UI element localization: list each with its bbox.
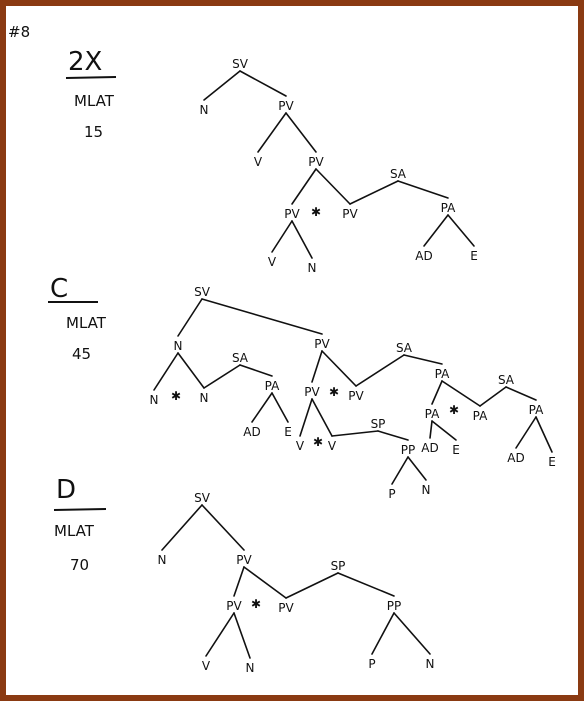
tree-edge <box>378 431 408 440</box>
tree-edge <box>202 505 244 550</box>
tree-node: PA <box>528 403 544 417</box>
score-2x: 15 <box>84 123 104 141</box>
tree-edge <box>424 215 448 246</box>
underline-2x <box>66 77 116 78</box>
tree-node: N <box>173 339 183 353</box>
tree-edge <box>258 113 286 152</box>
tree-node: PA <box>440 201 456 215</box>
tree-node: N <box>199 103 209 117</box>
tree-node: PV <box>284 207 300 221</box>
tree-node: PV <box>304 385 320 399</box>
tree-edge <box>338 573 394 596</box>
tree-node: SA <box>497 373 515 387</box>
tree-edge <box>480 387 506 406</box>
section-label-d: D <box>56 475 77 505</box>
tree-node: SV <box>232 57 248 71</box>
tree-node: PV <box>348 389 364 403</box>
asterisk-node: ✱ <box>312 435 324 449</box>
tree-node: AD <box>243 425 261 439</box>
tree-node: PA <box>434 367 450 381</box>
tree-node: SA <box>395 341 413 355</box>
tree-edge <box>350 181 398 204</box>
tree-edge <box>516 417 536 448</box>
tree-2x <box>200 57 478 275</box>
tree-edge <box>408 457 426 480</box>
tree-node: PV <box>278 99 294 113</box>
tree-node: SP <box>370 417 386 431</box>
asterisk-node: ✱ <box>250 597 262 611</box>
measure-d: MLAT <box>54 522 94 540</box>
tree-c <box>150 285 556 501</box>
section-label-2x: 2X <box>68 47 103 77</box>
tree-node: SA <box>389 167 407 181</box>
tree-edge <box>178 353 204 388</box>
tree-node: E <box>470 249 478 263</box>
tree-node: SV <box>194 491 210 505</box>
tree-edge <box>202 299 322 334</box>
tree-node: N <box>157 553 167 567</box>
tree-node: PP <box>386 599 402 613</box>
tree-edge <box>316 169 350 204</box>
tree-node: N <box>421 483 431 497</box>
asterisk-node: ✱ <box>328 385 340 399</box>
tree-edge <box>240 71 286 96</box>
section-2x-labels <box>66 47 116 141</box>
tree-node: PA <box>424 407 440 421</box>
asterisk-node: ✱ <box>448 403 460 417</box>
tree-node: N <box>149 393 159 407</box>
section-label-c: C <box>50 274 69 304</box>
tree-node: PV <box>308 155 324 169</box>
tree-node: PV <box>314 337 330 351</box>
tree-edge <box>204 71 240 100</box>
tree-edge <box>234 613 250 658</box>
tree-edge <box>448 215 474 246</box>
tree-edge <box>272 393 288 422</box>
section-c-labels <box>48 274 107 363</box>
tree-node: P <box>368 657 376 671</box>
tree-edge <box>178 299 202 336</box>
tree-edge <box>430 421 432 438</box>
tree-edge <box>312 351 322 382</box>
tree-node: PP <box>400 443 416 457</box>
tree-edge <box>252 393 272 422</box>
tree-edge <box>204 365 240 388</box>
measure-c: MLAT <box>66 314 106 332</box>
tree-edge <box>372 613 394 654</box>
underline-d <box>54 509 106 510</box>
tree-edge <box>162 505 202 550</box>
asterisk-node: ✱ <box>310 205 322 219</box>
tree-edge <box>442 381 480 406</box>
tree-node: PV <box>278 601 294 615</box>
tree-node: V <box>267 255 277 269</box>
tree-edge <box>286 113 316 152</box>
tree-edge <box>404 355 442 364</box>
tree-node: N <box>307 261 317 275</box>
tree-edge <box>244 567 286 598</box>
tree-edge <box>312 399 332 436</box>
tree-node: SV <box>194 285 210 299</box>
tree-edge <box>536 417 552 452</box>
tree-node: PA <box>264 379 280 393</box>
tree-edge <box>432 421 456 440</box>
tree-node: P <box>388 487 396 501</box>
tree-edge <box>272 221 292 252</box>
tree-edge <box>322 351 356 386</box>
tree-node: N <box>199 391 209 405</box>
tree-edge <box>292 169 316 204</box>
tree-edge <box>206 613 234 656</box>
tree-node: E <box>548 455 556 469</box>
tree-edge <box>392 457 408 484</box>
tree-edge <box>394 613 430 654</box>
tree-edge <box>240 365 272 376</box>
tree-node: AD <box>421 441 439 455</box>
page-number: #8 <box>8 23 31 41</box>
tree-node: SP <box>330 559 346 573</box>
tree-node: PV <box>226 599 242 613</box>
tree-edge <box>154 353 178 390</box>
tree-edge <box>234 567 244 596</box>
tree-edge <box>286 573 338 598</box>
tree-node: V <box>295 439 305 453</box>
tree-node: AD <box>415 249 433 263</box>
asterisk-node: ✱ <box>170 389 182 403</box>
tree-node: E <box>452 443 460 457</box>
tree-node: N <box>245 661 255 675</box>
section-d-labels <box>54 475 106 574</box>
tree-edge <box>332 431 378 436</box>
tree-edge <box>506 387 536 400</box>
tree-node: PA <box>472 409 488 423</box>
tree-edge <box>356 355 404 386</box>
trees-layer <box>150 57 556 675</box>
tree-node: N <box>425 657 435 671</box>
tree-node: E <box>284 425 292 439</box>
tree-node: V <box>327 439 337 453</box>
tree-node: V <box>253 155 263 169</box>
tree-edge <box>398 181 448 198</box>
score-c: 45 <box>72 345 92 363</box>
measure-2x: MLAT <box>74 92 114 110</box>
tree-node: SA <box>231 351 249 365</box>
tree-node: PV <box>236 553 252 567</box>
score-d: 70 <box>70 556 90 574</box>
tree-node: AD <box>507 451 525 465</box>
tree-node: PV <box>342 207 358 221</box>
tree-edge <box>300 399 312 436</box>
tree-edge <box>432 381 442 404</box>
tree-node: V <box>201 659 211 673</box>
tree-edge <box>292 221 312 258</box>
tree-d <box>158 491 435 675</box>
